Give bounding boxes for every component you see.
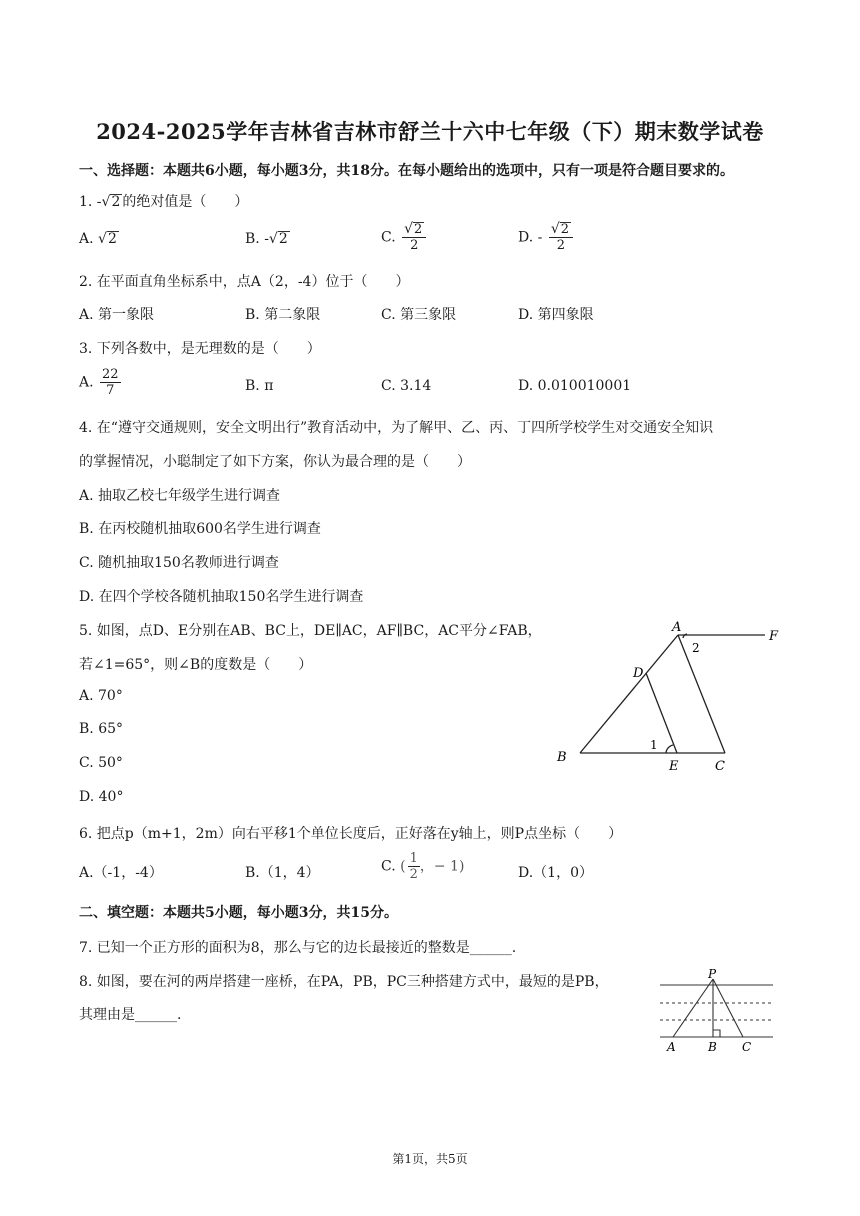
q1-radicand: 2 — [111, 194, 121, 210]
q1-option-d: D. - $\frac{√2}{2}$ — [518, 222, 573, 253]
q6-option-c: C. ( $\frac{1}{2}$ ，− 1) — [381, 851, 465, 882]
q3-option-c: C. 3.14 — [381, 378, 432, 394]
q4-option-a: A. 抽取乙校七年级学生进行调查 — [79, 488, 281, 504]
q4-option-d: D. 在四个学校各随机抽取150名学生进行调查 — [79, 589, 364, 605]
q3-option-b: B. π — [245, 378, 274, 394]
q5-option-d: D. 40° — [79, 789, 124, 805]
q6-option-a: A.（-1，-4） — [79, 865, 163, 881]
label-c: C — [742, 1040, 752, 1054]
q2-option-c: C. 第三象限 — [381, 307, 457, 323]
label-d: D — [633, 666, 644, 681]
q8-bridge-figure — [655, 965, 775, 1055]
question-5-line-2: 若∠1=65°，则∠B的度数是（ ） — [79, 657, 313, 673]
label-angle-2: 2 — [692, 641, 700, 655]
label-angle-1: 1 — [650, 738, 658, 752]
line-pa — [673, 979, 713, 1037]
line-pc — [713, 979, 743, 1037]
q1-option-c: C. $\frac{√2}{2}$ — [381, 222, 426, 253]
q4-option-c: C. 随机抽取150名教师进行调查 — [79, 555, 279, 571]
q5-option-b: B. 65° — [79, 721, 124, 737]
line-ac — [678, 635, 725, 753]
q3-option-a: A. $\frac{22}{7}$ — [79, 367, 119, 398]
q1-stem-suffix: 的绝对值是（ ） — [122, 194, 249, 210]
label-p: P — [708, 967, 717, 981]
q4-option-b: B. 在丙校随机抽取600名学生进行调查 — [79, 521, 321, 537]
label-a: A — [667, 1040, 676, 1054]
label-b: B — [708, 1040, 717, 1054]
q6-option-b: B.（1，4） — [245, 865, 320, 881]
question-5-line-1: 5. 如图，点D、E分别在AB、BC上，DE∥AC，AF∥BC，AC平分∠FAB， — [79, 623, 542, 639]
question-6: 6. 把点p（m+1，2m）向右平移1个单位长度后，正好落在y轴上，则P点坐标（ ） — [79, 826, 623, 842]
label-e: E — [669, 759, 679, 774]
label-f: F — [769, 629, 779, 644]
question-4-line-1: 4. 在“遵守交通规则，安全文明出行”教育活动中，为了解甲、乙、丙、丁四所学校学生对交通安全知识 — [79, 420, 714, 436]
q2-option-b: B. 第二象限 — [245, 307, 321, 323]
question-8-line-2: 其理由是______. — [79, 1007, 182, 1023]
label-c: C — [715, 759, 725, 774]
right-angle-mark — [713, 1030, 720, 1037]
section-2-heading: 二、填空题：本题共5小题，每小题3分，共15分。 — [79, 905, 398, 921]
q2-option-a: A. 第一象限 — [79, 307, 155, 323]
q1-option-b: B. -√2 — [245, 231, 288, 247]
q1-option-a: A. √2 — [79, 231, 117, 247]
angle-1-arc — [666, 745, 673, 753]
q3-option-d: D. 0.010010001 — [518, 378, 632, 394]
line-ab — [580, 635, 678, 753]
question-7: 7. 已知一个正方形的面积为8，那么与它的边长最接近的整数是______. — [79, 940, 517, 956]
q1-stem-prefix: 1. - — [79, 194, 102, 210]
q5-geometry-figure — [550, 615, 790, 775]
question-3: 3. 下列各数中，是无理数的是（ ） — [79, 341, 321, 357]
label-b: B — [557, 750, 567, 765]
question-4-line-2: 的掌握情况，小聪制定了如下方案，你认为最合理的是（ ） — [79, 454, 471, 470]
q6-option-d: D.（1，0） — [518, 865, 593, 881]
page-title: 2024-2025学年吉林省吉林市舒兰十六中七年级（下）期末数学试卷 — [96, 119, 764, 144]
page-footer: 第1页，共5页 — [392, 1152, 468, 1166]
label-a: A — [672, 620, 682, 635]
section-1-heading: 一、选择题：本题共6小题，每小题3分，共18分。在每小题给出的选项中，只有一项是符合题目要求的。 — [79, 163, 734, 179]
question-8-line-1: 8. 如图，要在河的两岸搭建一座桥，在PA，PB，PC三种搭建方式中，最短的是PB， — [79, 974, 609, 990]
q5-option-a: A. 70° — [79, 688, 123, 704]
question-2: 2. 在平面直角坐标系中，点A（2，-4）位于（ ） — [79, 274, 410, 290]
question-1: 1. -√2 的绝对值是（ ） — [79, 194, 249, 210]
q5-option-c: C. 50° — [79, 755, 123, 771]
q2-option-d: D. 第四象限 — [518, 307, 594, 323]
